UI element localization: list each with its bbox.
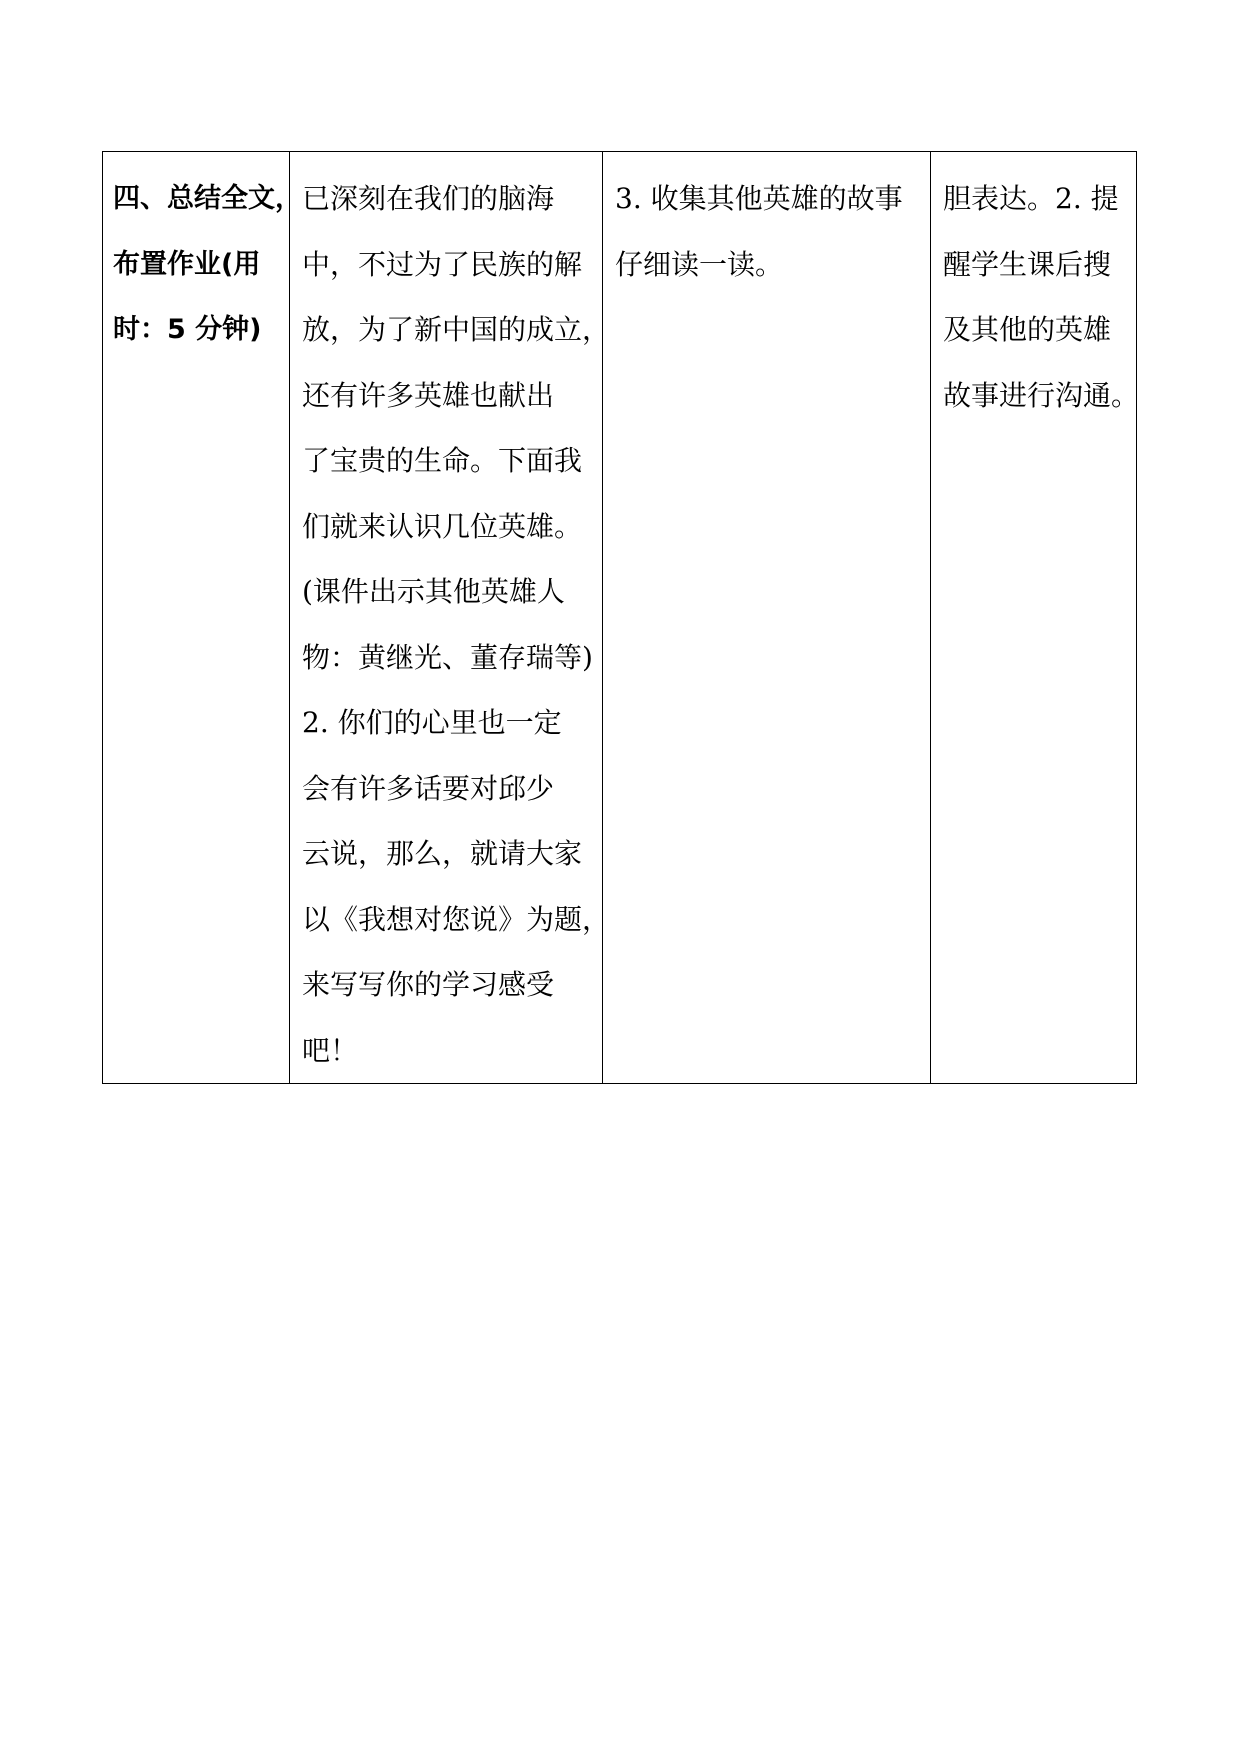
- cell-line: 胆表达。2. 提: [943, 182, 1119, 215]
- design-intent-cell: [931, 152, 1140, 1084]
- cell-line: 及其他的英雄: [943, 313, 1112, 346]
- cell-line: 时：5 分钟): [113, 314, 262, 345]
- cell-line: 仔细读一读。: [615, 247, 784, 281]
- cell-line: 来写写你的学习感受: [302, 968, 555, 1001]
- cell-line: 会有许多话要对邱少: [302, 771, 555, 805]
- cell-line: 吧！: [302, 1033, 359, 1067]
- cell-line: 放，为了新中国的成立，: [302, 313, 611, 346]
- table-row: [103, 152, 1137, 1084]
- cell-line: 以《我想对您说》为题，: [302, 902, 611, 936]
- cell-line: 已深刻在我们的脑海: [302, 182, 555, 215]
- cell-line: 物：黄继光、董存瑞等): [302, 640, 593, 674]
- cell-line: 布置作业(用: [113, 248, 261, 280]
- cell-line: 云说，那么，就请大家: [302, 837, 583, 870]
- lesson-plan-table: [102, 151, 1140, 1084]
- cell-line: 故事进行沟通。: [943, 378, 1140, 412]
- cell-line: (课件出示其他英雄人: [302, 575, 565, 608]
- cell-line: 醒学生课后搜: [943, 247, 1112, 281]
- cell-line: 3. 收集其他英雄的故事: [615, 182, 903, 215]
- cell-line: 们就来认识几位英雄。: [302, 509, 583, 543]
- cell-line: 中，不过为了民族的解: [302, 247, 583, 281]
- cell-line: 2. 你们的心里也一定: [302, 706, 562, 739]
- cell-line: 四、总结全文，: [113, 183, 302, 214]
- student-activity-cell: [603, 152, 931, 1084]
- cell-line: 还有许多英雄也献出: [302, 378, 555, 412]
- stage-cell: [103, 152, 302, 1084]
- teacher-activity-cell: [290, 152, 611, 1084]
- cell-line: 了宝贵的生命。下面我: [302, 444, 583, 477]
